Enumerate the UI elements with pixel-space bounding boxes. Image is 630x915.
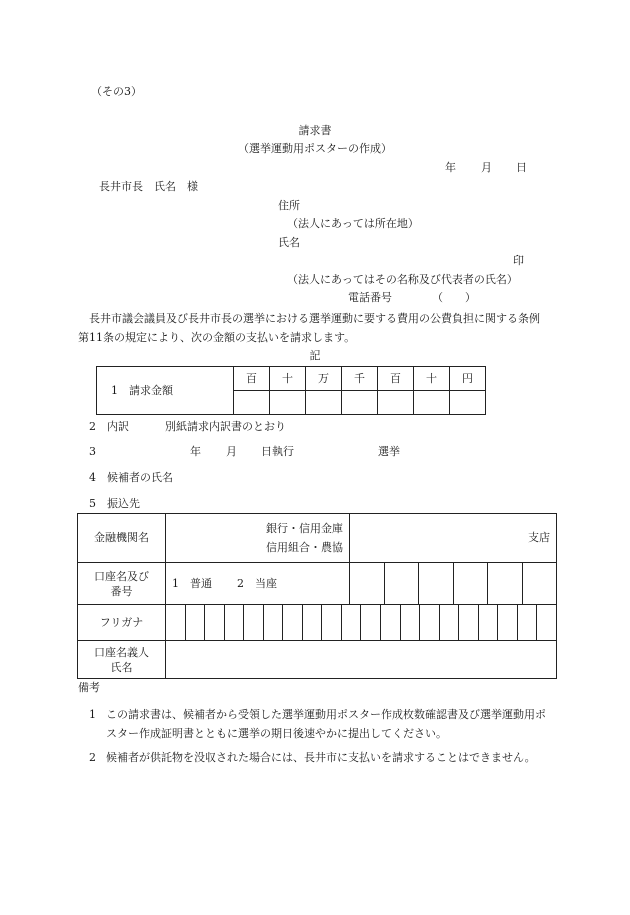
- furigana-cell[interactable]: [303, 605, 323, 640]
- election-suffix: 選挙: [378, 445, 400, 458]
- institution-label: 金融機関名: [78, 514, 166, 563]
- breakdown-label: 2 内訳: [89, 420, 129, 433]
- account-digit-cell[interactable]: [419, 563, 454, 605]
- unit-cell: 百: [378, 367, 414, 391]
- notes-title: 備考: [78, 681, 100, 694]
- document-subtitle: （選挙運動用ポスターの作成）: [238, 142, 392, 155]
- form-number: （その3）: [91, 85, 142, 98]
- addressee: 長井市長 氏名 様: [99, 180, 198, 193]
- date-year: 年: [445, 161, 456, 174]
- seal-mark: 印: [513, 254, 524, 267]
- phone-paren: （ ）: [432, 291, 476, 304]
- furigana-cell[interactable]: [205, 605, 225, 640]
- date-day: 日: [516, 161, 527, 174]
- furigana-cell[interactable]: [459, 605, 479, 640]
- bank-type-line1: 銀行・信用金庫: [266, 522, 343, 535]
- election-month: 月: [226, 445, 237, 458]
- account-type-current[interactable]: 2 当座: [237, 576, 277, 590]
- transfer-label: 5 振込先: [89, 497, 140, 510]
- unit-cell: 円: [450, 367, 486, 391]
- furigana-cell[interactable]: [166, 605, 186, 640]
- furigana-cell[interactable]: [264, 605, 284, 640]
- name-note: （法人にあってはその名称及び代表者の氏名）: [287, 273, 518, 286]
- ki-mark: 記: [309, 349, 321, 362]
- amount-input[interactable]: [414, 391, 450, 415]
- amount-input[interactable]: [234, 391, 270, 415]
- holder-label-line1: 口座名義人: [94, 645, 149, 659]
- furigana-cell[interactable]: [342, 605, 362, 640]
- account-digit-cell[interactable]: [454, 563, 488, 605]
- furigana-cell[interactable]: [518, 605, 538, 640]
- amount-input[interactable]: [342, 391, 378, 415]
- date-month: 月: [481, 161, 492, 174]
- account-digit-cell[interactable]: [350, 563, 385, 605]
- furigana-cell[interactable]: [361, 605, 381, 640]
- bank-type-line2: 信用組合・農協: [266, 541, 343, 554]
- election-day: 日執行: [261, 445, 294, 458]
- account-digit-cell[interactable]: [385, 563, 419, 605]
- furigana-cell[interactable]: [479, 605, 499, 640]
- note2-text: 候補者が供託物を没収された場合には、長井市に支払いを請求することはできません。: [106, 751, 536, 764]
- account-type-ordinary[interactable]: 1 普通: [172, 576, 212, 590]
- account-type-cell[interactable]: [166, 563, 350, 605]
- bank-table: [77, 513, 557, 679]
- furigana-cell[interactable]: [420, 605, 440, 640]
- candidate-label: 4 候補者の氏名: [89, 471, 173, 484]
- branch-label: 支店: [528, 531, 551, 544]
- holder-label: [78, 641, 166, 679]
- unit-cell: 千: [342, 367, 378, 391]
- note2-number: 2: [89, 751, 96, 764]
- account-digit-cell[interactable]: [523, 563, 557, 605]
- unit-cell: 百: [234, 367, 270, 391]
- holder-name-input[interactable]: [166, 641, 557, 679]
- account-label: [78, 563, 166, 605]
- furigana-cell[interactable]: [401, 605, 421, 640]
- note1-text: この請求書は、候補者から受領した選挙運動用ポスター作成枚数確認書及び選挙運動用ポスター作成証明書とともに選挙の期日後速やかに提出してください。: [106, 708, 546, 740]
- election-number: 3: [89, 445, 96, 458]
- intro-paragraph: 長井市議会議員及び長井市長の選挙における選挙運動に要する費用の公費負担に関する条例第11条の規定により、次の金額の支払いを請求します。: [78, 312, 540, 344]
- amount-input[interactable]: [306, 391, 342, 415]
- unit-cell: 万: [306, 367, 342, 391]
- furigana-grid[interactable]: [166, 605, 557, 641]
- furigana-label: フリガナ: [78, 605, 166, 641]
- unit-cell: 十: [270, 367, 306, 391]
- amount-table: [96, 366, 486, 415]
- address-note: （法人にあっては所在地）: [287, 217, 419, 230]
- name-label: 氏名: [278, 236, 300, 249]
- amount-label: 1 請求金額: [97, 367, 234, 415]
- account-label-line2: 番号: [110, 584, 133, 598]
- furigana-cell[interactable]: [381, 605, 401, 640]
- branch-cell[interactable]: [350, 514, 557, 563]
- furigana-cell[interactable]: [225, 605, 245, 640]
- holder-label-line2: 氏名: [110, 660, 133, 674]
- furigana-cell[interactable]: [537, 605, 556, 640]
- election-year: 年: [190, 445, 201, 458]
- furigana-cell[interactable]: [244, 605, 264, 640]
- furigana-cell[interactable]: [186, 605, 206, 640]
- account-label-line1: 口座名及び: [94, 569, 149, 583]
- amount-input[interactable]: [270, 391, 306, 415]
- amount-input[interactable]: [378, 391, 414, 415]
- furigana-cell[interactable]: [322, 605, 342, 640]
- bank-type-cell[interactable]: [166, 514, 350, 563]
- furigana-cell[interactable]: [498, 605, 518, 640]
- breakdown-text: 別紙請求内訳書のとおり: [165, 420, 286, 433]
- furigana-cell[interactable]: [283, 605, 303, 640]
- phone-label: 電話番号: [348, 291, 392, 304]
- account-digit-cell[interactable]: [488, 563, 523, 605]
- unit-cell: 十: [414, 367, 450, 391]
- furigana-cell[interactable]: [440, 605, 460, 640]
- note1-number: 1: [89, 708, 96, 721]
- address-label: 住所: [278, 199, 300, 212]
- document-title: 請求書: [298, 124, 332, 137]
- amount-input[interactable]: [450, 391, 486, 415]
